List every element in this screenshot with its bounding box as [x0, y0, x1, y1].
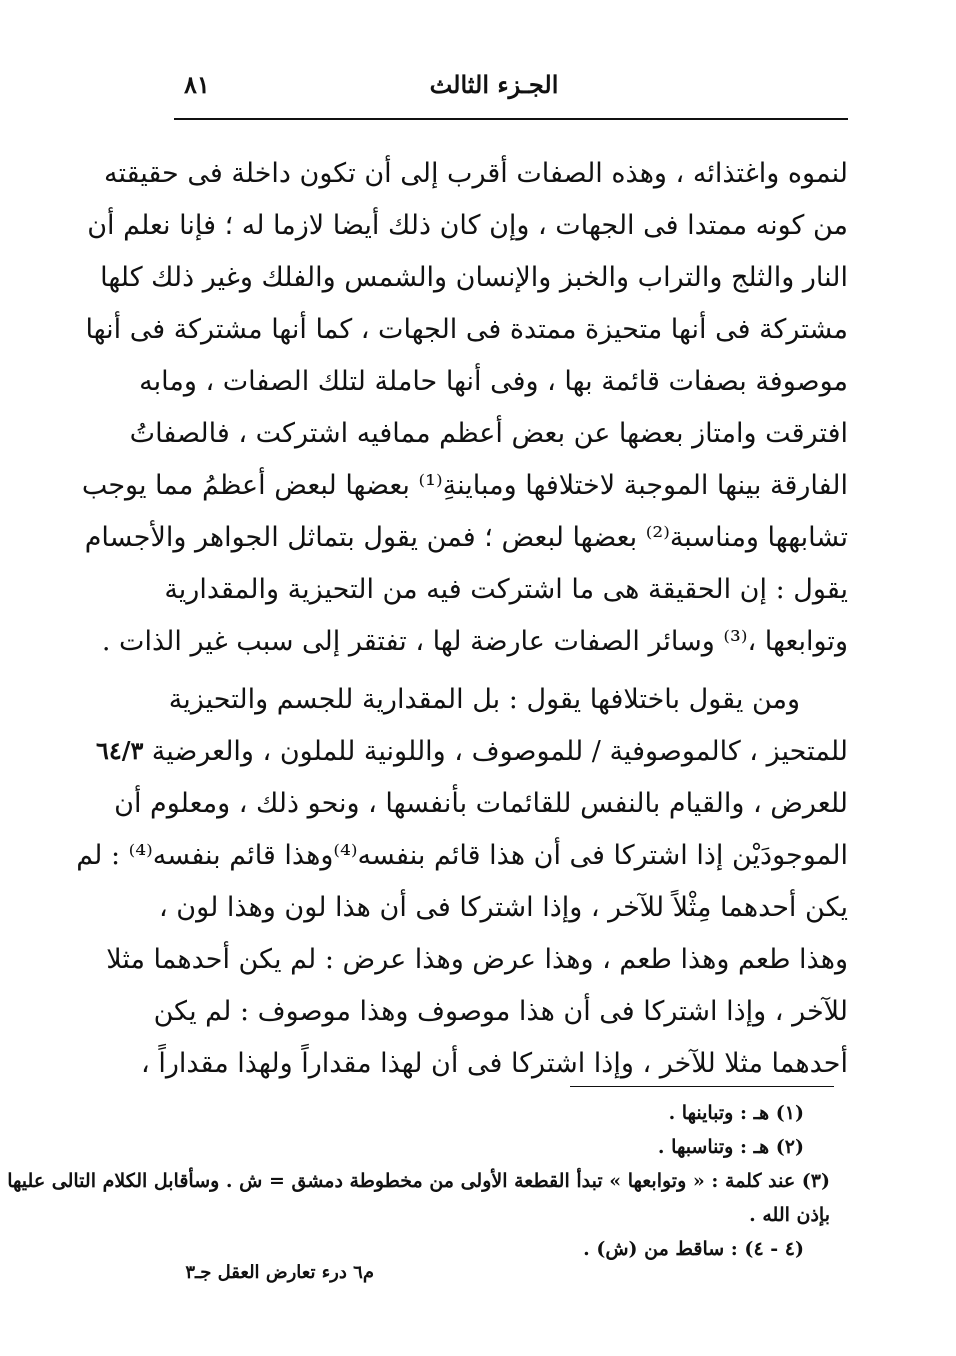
text-line: من كونه ممتدا فى الجهات ، وإن كان ذلك أيضا لازما له ؛ فإنا نعلم أن: [87, 210, 848, 241]
text-line: يقول : إن الحقيقة هى ما اشتركت فيه من التحيزية والمقدارية: [164, 574, 848, 605]
text-line: لنموه واغتذائه ، وهذه الصفات أقرب إلى أن تكون داخلة فى حقيقته: [103, 158, 848, 189]
page-number: ٨١: [184, 70, 210, 99]
text-line: افترقت وامتاز بعضها عن بعض أعظم ممافيه اشتركت ، فالصفاتُ: [129, 418, 848, 449]
running-head: الجـزء الثالث: [429, 70, 559, 99]
footnote: (٢) هـ : وتناسبها .: [657, 1136, 804, 1158]
footnote-continuation: بإذن الله .: [749, 1204, 830, 1226]
text-line: للعرض ، والقيام بالنفس للقائمات بأنفسها ، ونحو ذلك ، ومعلوم أن: [114, 788, 848, 819]
text-line: أحدهما مثلا للآخر ، وإذا اشتركا فى أن لهذا مقداراً ولهذا مقداراً ،: [141, 1048, 848, 1079]
margin-reference: ٦٤/٣: [96, 736, 144, 765]
footnote: (٤ - ٤) : ساقط من (ش) .: [583, 1238, 804, 1260]
text-line: وتوابعها ،⁽³⁾ وسائر الصفات عارضة لها ، تفتقر إلى سبب غير الذات .: [101, 626, 848, 657]
signature-mark: م٦ درء تعارض العقل جـ٣: [185, 1262, 374, 1283]
text-line: النار والثلج والتراب والخبز والإنسان والشمس والفلك وغير ذلك كلها: [100, 262, 848, 293]
text-line: الموجودَيْن إذا اشتركا فى أن هذا قائم بنفسه⁽⁴⁾وهذا قائم بنفسه⁽⁴⁾ : لم: [76, 840, 848, 871]
paragraph: [81, 148, 848, 668]
footnote: (٣) عند كلمة : « وتوابعها » تبدأ القطعة الأولى من مخطوطة دمشق = ش . وسأقابل الكلام التالى عليها: [7, 1170, 830, 1192]
page-header: [174, 62, 848, 120]
footnotes: [7, 1096, 848, 1266]
text-line: للمتحيز ، كالموصوفية / للموصوف ، واللونية للملون ، والعرضية: [151, 736, 848, 767]
footnote: (١) هـ : وتباينها .: [668, 1102, 804, 1124]
text-line: مشتركة فى أنها متحيزة ممتدة فى الجهات ، كما أنها مشتركة فى أنها: [85, 314, 848, 345]
text-line: تشابهها ومناسبة⁽²⁾ بعضها لبعض ؛ فمن يقول بتماثل الجواهر والأجسام: [84, 522, 848, 553]
text-line: ومن يقول باختلافها يقول : بل المقدارية للجسم والتحيزية: [168, 684, 800, 715]
footnote-divider: [570, 1086, 834, 1087]
text-line: للآخر ، وإذا اشتركا فى أن هذا موصوف وهذا موصوف : لم يكن: [153, 996, 848, 1027]
text-line: يكن أحدهما مِثْلاً للآخر ، وإذا اشتركا فى أن هذا لون وهذا لون ،: [159, 892, 848, 923]
text-line: الفارقة بينها الموجبة لاختلافها ومباينةِ⁽¹⁾ بعضها لبعض أعظمُ مما يوجب: [81, 470, 848, 501]
text-line: وهذا طعم وهذا طعم ، وهذا عرض وهذا عرض : لم يكن أحدهما مثلا: [106, 944, 848, 975]
text-line: موصوفة بصفات قائمة بها ، وفى أنها حاملة لتلك الصفات ، ومابه: [139, 366, 848, 397]
